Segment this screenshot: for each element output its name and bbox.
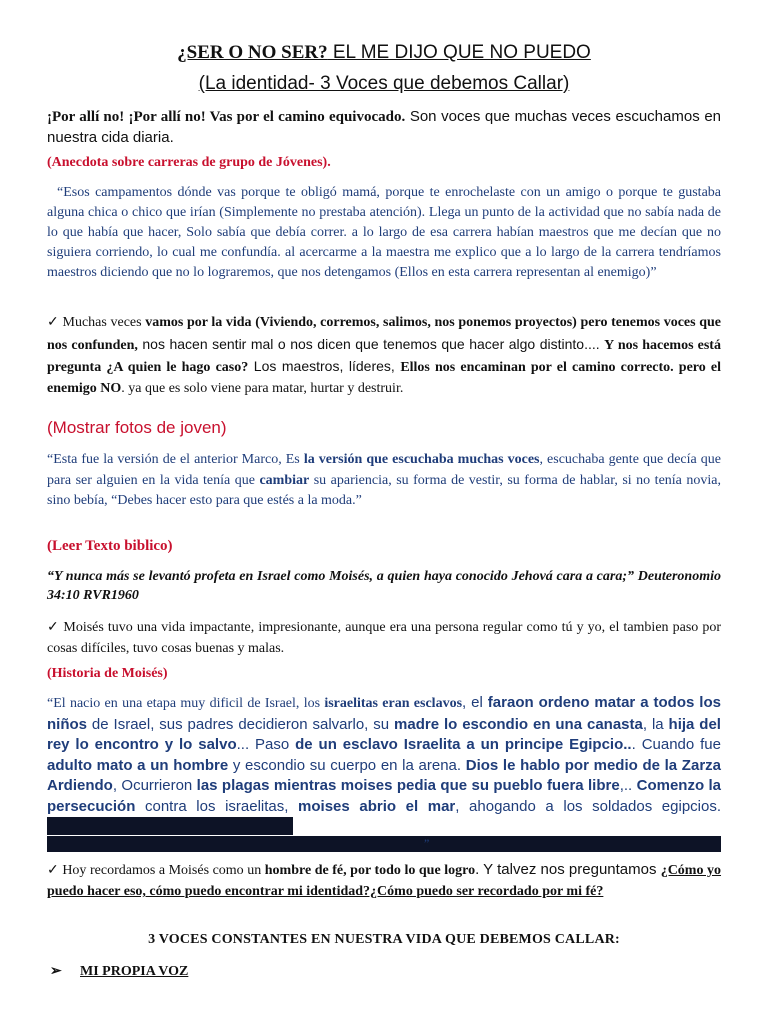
moses-heading: (Historia de Moisés) <box>47 666 168 681</box>
point-paragraph-3: ✓ Hoy recordamos a Moisés como un hombre de fé, por todo lo que logro. Y talvez nos preguntamos ¿Cómo yo puedo hacer eso, cómo puedo encontrar mi identidad?¿Cómo puedo ser recordado por mi fé? <box>47 861 722 899</box>
intro-bold: ¡Por allí no! ¡Por allí no! Vas por el camino equivocado. <box>47 109 406 125</box>
point-paragraph-1: ✓ Muchas veces vamos por la vida (Viviendo, corremos, salimos, nos ponemos proyectos) pero tenemos voces que nos confunden, nos hacen sentir mal o nos dicen que tenemos que hacer algo distinto.... Y nos hacemos está pregunta ¿A quien le hago caso? Los maestros, líderes, Ellos nos encaminan por el camino correcto. pero el enemigo NO. ya que es solo viene para matar, hurtar y destruir. <box>47 315 722 396</box>
version-paragraph: “Esta fue la versión de el anterior Marco, Es la versión que escuchaba muchas voces, escuchaba gente que decía que para ser alguien en la vida tenía que cambiar su apariencia, su forma de vestir, su forma de hablar, si no tenía novia, sino bebía, “Debes hacer esto para que estés a la moda.” <box>47 452 722 508</box>
bible-heading: (Leer Texto biblico) <box>47 538 173 554</box>
intro-paragraph <box>47 106 721 148</box>
title-question: ¿SER O NO SER? <box>177 42 328 63</box>
check-icon: ✓ <box>47 315 59 330</box>
intro-text: Son voces que muchas veces escuchamos en nuestra cida diaria. <box>47 108 721 146</box>
anecdote-heading: (Anecdota sobre carreras de grupo de Jóvenes). <box>47 155 331 170</box>
page-subtitle: (La identidad- 3 Voces que debemos Callar) <box>198 73 570 94</box>
closing-quote: ” <box>424 836 430 850</box>
voices-heading: 3 VOCES CONSTANTES EN NUESTRA VIDA QUE DEBEMOS CALLAR: <box>148 932 620 947</box>
page-title <box>0 42 768 64</box>
check-icon: ✓ <box>47 863 59 878</box>
bible-verse: “Y nunca más se levantó profeta en Israel como Moisés, a quien haya conocido Jehová cara a cara;” Deuteronomio 34:10 RVR1960 <box>47 569 721 603</box>
list-item <box>50 963 188 980</box>
check-icon: ✓ <box>47 620 60 635</box>
anecdote-quote: “Esos campamentos dónde vas porque te obligó mamá, porque te enrochelaste con un amigo o porque te gustaba alguna chica o chico que irían (Simplemente no prestaba atención). Llega un punto de la actividad que no sabía nada de lo que había que hacer, Solo sabía que debía correr. a lo largo de esa carrera habían maestros que me decían que no siguiera corriendo, lo cual me confundía. al acercarme a la maestra me explico que a lo largo de la carrera tendríamos maestros diciendo que no lo lograremos, que nos detengamos (Ellos en esta carrera representan al enemigo)” <box>47 185 721 280</box>
photos-heading: (Mostrar fotos de joven) <box>47 418 227 437</box>
point-paragraph-2: ✓ Moisés tuvo una vida impactante, impresionante, aunque era una persona regular como tú y yo, el tambien paso por cosas difíciles, tuvo cosas buenas y malas. <box>47 620 722 656</box>
redaction-bar <box>47 817 293 835</box>
moses-story: “El nacio en una etapa muy dificil de Israel, los israelitas eran esclavos, el faraon ordeno matar a todos los niños de Israel, sus padres decidieron salvarlo, su madre lo escondio en una canasta, la hija del rey lo encontro y lo salvo... Paso de un esclavo Israelita a un principe Egipcio... Cuando fue adulto mato a un hombre y escondio su cuerpo en la arena. Dios le hablo por medio de la Zarza Ardiendo, Ocurrieron las plagas mientras moises pedia que su pueblo fuera libre,.. Comenzo la persecución contra los israelitas, moises abrio el mar, ahogando a los soldados egipcios. <box>47 693 721 839</box>
title-main: EL ME DIJO QUE NO PUEDO <box>327 42 591 63</box>
redaction-bar <box>47 836 721 852</box>
arrow-bullet-icon: ➢ <box>50 964 62 979</box>
list-item-label: MI PROPIA VOZ <box>80 964 189 979</box>
